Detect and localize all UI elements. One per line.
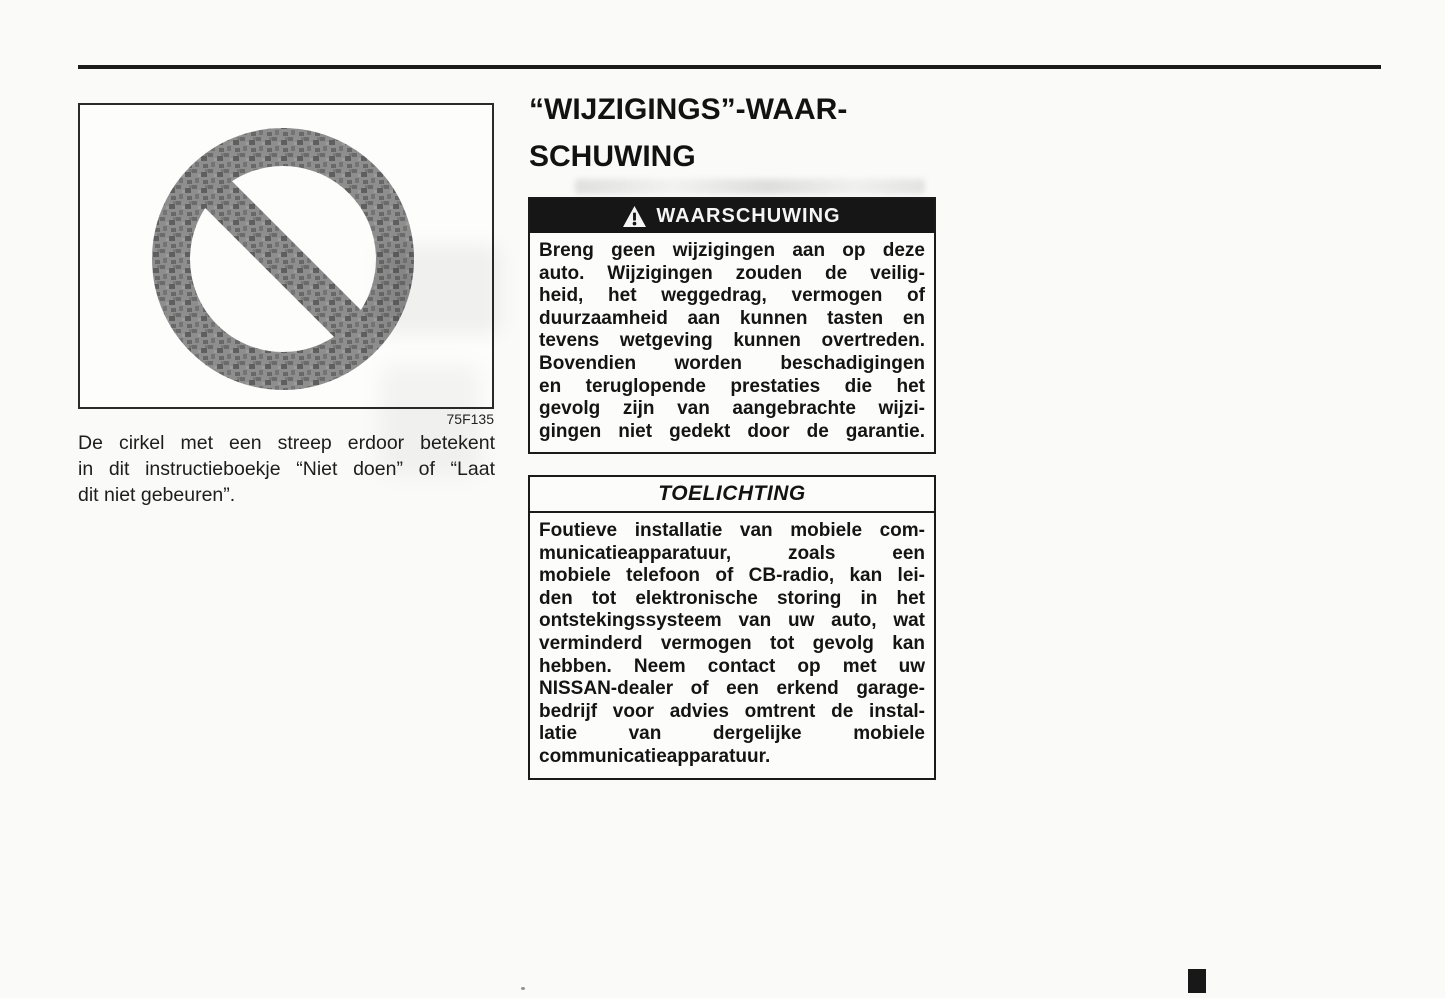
note-box-header xyxy=(530,477,934,513)
text-line: latie van dergelijke mobiele xyxy=(539,723,925,745)
top-horizontal-rule xyxy=(78,65,1381,69)
text-line: heid, het weggedrag, vermogen of xyxy=(539,285,925,307)
text-line: mobiele telefoon of CB-radio, kan lei- xyxy=(539,565,925,587)
figure-caption xyxy=(78,431,495,508)
warning-box-header xyxy=(530,199,934,233)
warning-triangle-icon xyxy=(623,206,646,227)
section-marker xyxy=(1188,969,1206,993)
text-line: municatieapparatuur, zoals een xyxy=(539,542,925,564)
text-line: gingen niet gedekt door de garantie. xyxy=(539,420,925,442)
text-line: De cirkel met een streep erdoor betekent xyxy=(78,432,495,454)
text-line: den tot elektronische storing in het xyxy=(539,587,925,609)
bleed-through-artifact xyxy=(575,179,925,194)
text-line: NISSAN-dealer of een erkend garage- xyxy=(539,678,925,700)
note-box-body xyxy=(530,513,934,778)
no-symbol-icon xyxy=(80,105,492,407)
text-line: bedrijf voor advies omtrent de instal- xyxy=(539,700,925,722)
figure-box xyxy=(78,103,494,409)
text-line: Breng geen wijzigingen aan op deze xyxy=(539,240,925,261)
text-line: verminderd vermogen tot gevolg kan xyxy=(539,632,925,654)
text-line: tevens wetgeving kunnen overtreden. xyxy=(539,330,925,352)
text-line: en teruglopende prestaties die het xyxy=(539,375,925,397)
warning-box-body xyxy=(530,233,934,452)
note-box-title: TOELICHTING xyxy=(658,482,806,505)
text-line: auto. Wijzigingen zouden de veilig- xyxy=(539,262,925,284)
text-line: Bovendien worden beschadigingen xyxy=(539,352,925,374)
figure-code: 75F135 xyxy=(446,411,494,427)
text-line: gevolg zijn van aangebrachte wijzi- xyxy=(539,398,925,420)
text-line: “WIJZIGINGS”-WAAR- xyxy=(529,93,848,126)
text-line: duurzaamheid aan kunnen tasten en xyxy=(539,307,925,329)
warning-box-title: WAARSCHUWING xyxy=(656,204,841,227)
text-line: dit niet gebeuren”. xyxy=(78,483,236,506)
scan-speck xyxy=(521,987,525,990)
text-line: communicatieapparatuur. xyxy=(539,745,771,767)
note-box xyxy=(528,475,936,780)
text-line: in dit instructieboekje “Niet doen” of “Laat xyxy=(78,457,495,480)
text-line: Foutieve installatie van mobiele com- xyxy=(539,520,925,541)
text-line: hebben. Neem contact op met uw xyxy=(539,655,925,677)
page-title xyxy=(529,86,949,180)
warning-box xyxy=(528,197,936,454)
text-line: SCHUWING xyxy=(529,140,696,173)
text-line: ontstekingssysteem van uw auto, wat xyxy=(539,610,925,632)
